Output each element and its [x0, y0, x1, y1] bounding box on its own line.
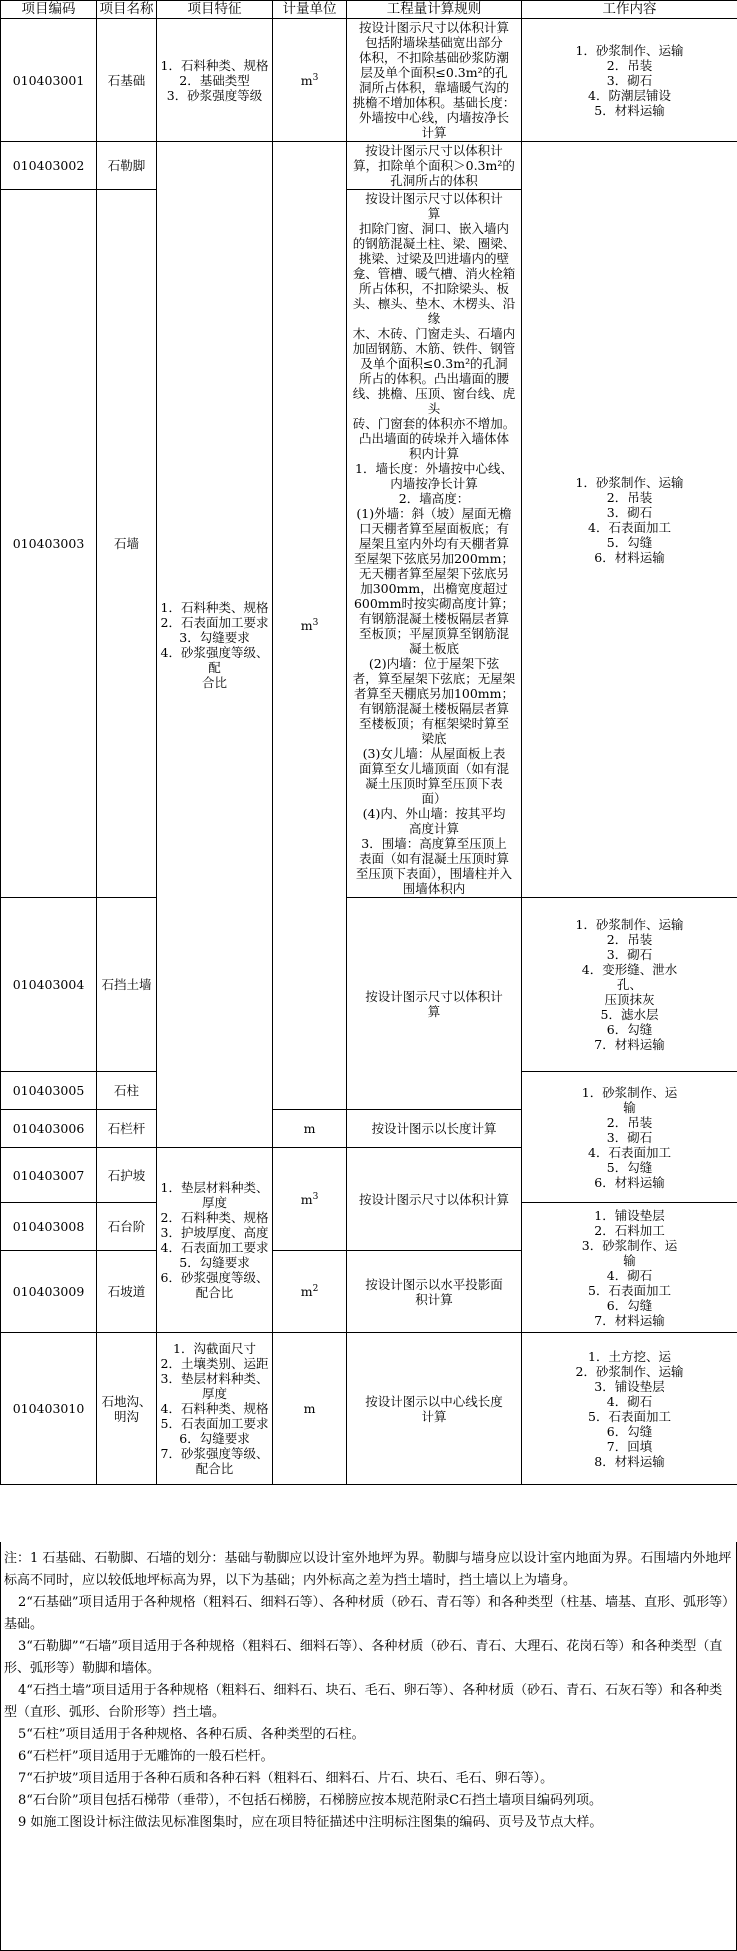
item-rule: 按设计图示尺寸以体积计 算 扣除门窗、洞口、嵌入墙内 的钢筋混凝土柱、梁、圈梁、 挑梁、过梁及凹进墙内的壁 龛、管槽、暖气槽、消火栓箱 所占体积，不扣除梁头、板 头、檩头、垫木、木楞头、沿缘 木、木砖、门窗走头、石墙内 加固钢筋、木筋、铁件、钢管 及单个面积≤0.3m²的孔洞 所占的体积。凸出墙面的腰 线、挑檐、压顶、窗台线、虎头 砖、门窗套的体积亦不增加。 凸出墙面的砖垛并入墙体体 积内计算 1．墙长度：外墙按中心线、 内墙按净长计算 2．墙高度： (1)外墙：斜（坡）屋面无檐 口天棚者算至屋面板底；有 屋架且室内外均有天棚者算 至屋架下弦底另加200mm； 无天棚者算至屋架下弦底另 加300mm，出檐宽度超过 600mm时按实砌高度计算； 有钢筋混凝土楼板隔层者算 至板顶；平屋顶算至钢筋混 凝土板底 (2)内墙：位于屋架下弦 者，算至屋架下弦底；无屋架 者算至天棚底另加100mm； 有钢筋混凝土楼板隔层者算 至楼板顶；有框架梁时算至 梁底 (3)女儿墙：从屋面板上表 面算至女儿墙顶面（如有混 凝土压顶时算至压顶下表 面） (4)内、外山墙：按其平均 高度计算 3．围墙：高度算至压顶上 表面（如有混凝土压顶时算 至压顶下表面），围墙柱并入 围墙体积内 — [347, 190, 522, 898]
table-row — [1, 142, 737, 190]
item-work: 1．砂浆制作、运输 2．吊装 3．砌石 4．变形缝、泄水 孔、 压顶抹灰 5．滤水层 6．勾缝 7．材料运输 — [522, 898, 737, 1072]
item-name: 石台阶 — [97, 1203, 157, 1251]
item-code: 010403008 — [1, 1203, 97, 1251]
item-unit: $m^3$ — [273, 19, 347, 142]
item-name: 石坡道 — [97, 1251, 157, 1333]
item-rule: 按设计图示尺寸以体积计 算 — [347, 898, 522, 1110]
item-name: 石勒脚 — [97, 142, 157, 190]
table-row — [1, 1333, 737, 1485]
item-code: 010403009 — [1, 1251, 97, 1333]
table-row — [1, 19, 737, 142]
item-rule: 按设计图示以长度计算 — [347, 1110, 522, 1148]
item-name: 石地沟、明沟 — [97, 1333, 157, 1485]
item-features: 1．垫层材料种类、 厚度 2．石料种类、规格 3．护坡厚度、高度 4．石表面加工要求 5．勾缝要求 6．砂浆强度等级、 配合比 — [157, 1148, 273, 1333]
note-5: 5“石柱”项目适用于各种规格、各种石质、各种类型的石柱。 — [18, 1727, 365, 1742]
header-unit: 计量单位 — [273, 1, 347, 19]
item-rule: 按设计图示尺寸以体积计算 包括附墙垛基础宽出部分 体积，不扣除基础砂浆防潮 层及单个面积≤0.3m²的孔 洞所占体积，靠墙暖气沟的 挑檐不增加体积。基础长度： 外墙按中心线，内墙按净长 计算 — [347, 19, 522, 142]
item-unit: $m^3$ — [273, 142, 347, 1110]
item-work: 1．土方挖、运 2．砂浆制作、运输 3．铺设垫层 4．砌石 5．石表面加工 6．勾缝 7．回填 8．材料运输 — [522, 1333, 737, 1485]
note-8: 8“石台阶”项目包括石梯带（垂带），不包括石梯膀，石梯膀应按本规范附录C石挡土墙项目编码列项。 — [18, 1793, 603, 1808]
item-features: 1．石料种类、规格 2．基础类型 3．砂浆强度等级 — [157, 19, 273, 142]
table-row — [1, 898, 737, 1072]
item-code: 010403003 — [1, 190, 97, 898]
item-name: 石基础 — [97, 19, 157, 142]
item-code: 010403001 — [1, 19, 97, 142]
item-unit: $m^2$ — [273, 1251, 347, 1333]
item-name: 石挡土墙 — [97, 898, 157, 1072]
item-work: 1．砂浆制作、运输 2．吊装 3．砌石 4．防潮层铺设 5．材料运输 — [522, 19, 737, 142]
item-unit: m — [273, 1333, 347, 1485]
note-6: 6“石栏杆”项目适用于无雕饰的一般石栏杆。 — [18, 1749, 274, 1764]
item-work: 1．砂浆制作、运 输 2．吊装 3．砌石 4．石表面加工 5．勾缝 6．材料运输 — [522, 1072, 737, 1203]
item-features: 1．石料种类、规格 2．石表面加工要求 3．勾缝要求 4．砂浆强度等级、配 合比 — [157, 142, 273, 1148]
item-name: 石护坡 — [97, 1148, 157, 1203]
item-code: 010403004 — [1, 898, 97, 1072]
header-work: 工作内容 — [522, 1, 737, 19]
header-code: 项目编码 — [1, 1, 97, 19]
note-2: 2“石基础”项目适用于各种规格（粗料石、细料石等）、各种材质（砂石、青石等）和各种类型（柱基、墙基、直形、弧形等）基础。 — [4, 1595, 729, 1632]
item-work: 1．铺设垫层 2．石料加工 3．砂浆制作、运 输 4．砌石 5．石表面加工 6．勾缝 7．材料运输 — [522, 1203, 737, 1333]
item-name: 石墙 — [97, 190, 157, 898]
note-3: 3“石勒脚”“石墙”项目适用于各种规格（粗料石、细料石等）、各种材质（砂石、青石、大理石、花岗石等）和各种类型（直形、弧形等）勒脚和墙体。 — [4, 1639, 723, 1676]
note-4: 4“石挡土墙”项目适用于各种规格（粗料石、细料石、块石、毛石、卵石等）、各种材质（砂石、青石、石灰石等）和各种类型（直形、弧形、台阶形等）挡土墙。 — [4, 1683, 723, 1720]
item-work: 1．砂浆制作、运输 2．吊装 3．砌石 4．石表面加工 5．勾缝 6．材料运输 — [522, 142, 737, 898]
item-unit: m — [273, 1110, 347, 1148]
header-name: 项目名称 — [97, 1, 157, 19]
notes-section — [0, 1542, 737, 1951]
item-unit: $m^3$ — [273, 1148, 347, 1251]
header-row — [1, 1, 737, 19]
note-1: 注：1 石基础、石勒脚、石墙的划分：基础与勒脚应以设计室外地坪为界。勒脚与墙身应以设计室内地面为界。石围墙内外地坪标高不同时，应以较低地坪标高为界，以下为基础；内外标高之差为挡土墙时，挡土墙以上为墙身。 — [4, 1551, 732, 1588]
note-7: 7“石护坡”项目适用于各种石质和各种石料（粗料石、细料石、片石、块石、毛石、卵石等）。 — [18, 1771, 554, 1786]
note-9: 9 如施工图设计标注做法见标准图集时，应在项目特征描述中注明标注图集的编码、页号及节点大样。 — [18, 1815, 603, 1830]
item-code: 010403007 — [1, 1148, 97, 1203]
item-code: 010403002 — [1, 142, 97, 190]
item-features: 1．沟截面尺寸 2．土壤类别、运距 3．垫层材料种类、 厚度 4．石料种类、规格 5．石表面加工要求 6．勾缝要求 7．砂浆强度等级、 配合比 — [157, 1333, 273, 1485]
item-name: 石柱 — [97, 1072, 157, 1110]
item-code: 010403006 — [1, 1110, 97, 1148]
item-rule: 按设计图示尺寸以体积计算 — [347, 1148, 522, 1251]
item-code: 010403010 — [1, 1333, 97, 1485]
item-rule: 按设计图示以水平投影面 积计算 — [347, 1251, 522, 1333]
item-rule: 按设计图示以中心线长度 计算 — [347, 1333, 522, 1485]
item-name: 石栏杆 — [97, 1110, 157, 1148]
item-rule: 按设计图示尺寸以体积计 算，扣除单个面积＞0.3m²的 孔洞所占的体积 — [347, 142, 522, 190]
header-features: 项目特征 — [157, 1, 273, 19]
item-code: 010403005 — [1, 1072, 97, 1110]
header-rule: 工程量计算规则 — [347, 1, 522, 19]
